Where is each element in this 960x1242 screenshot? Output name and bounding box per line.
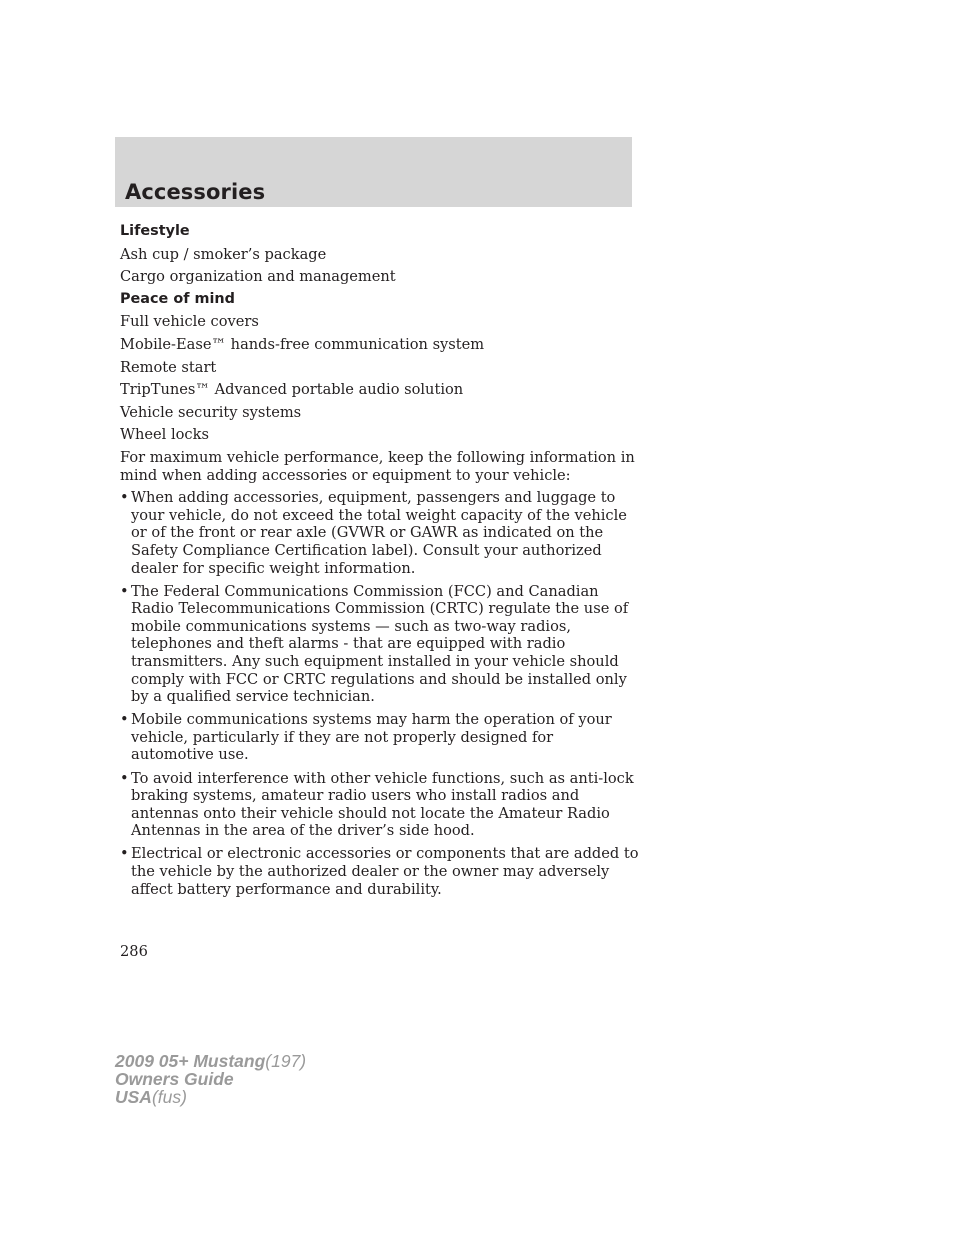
bullet-icon: • [120,489,129,507]
footer-market: USA [115,1086,152,1107]
bullet-icon: • [120,769,129,787]
bullet-icon: • [120,711,129,729]
footer-model: 2009 05+ Mustang [115,1051,266,1071]
bullet-text: Electrical or electronic accessories or components that are added to the vehicle by the authorized dealer or the owner may adversely affect battery performance and durability. [131,845,639,898]
list-item: Cargo organization and management [120,268,396,286]
bullet-item [120,711,640,764]
footer-line-market [115,1086,306,1107]
bullet-item [120,583,640,706]
section-title: Accessories [125,180,266,204]
footer-guide: Owners Guide [115,1068,234,1089]
footer-model-code: (197) [265,1051,307,1071]
list-item: TripTunes™ Advanced portable audio solution [120,381,464,399]
bullet-item [120,770,640,840]
list-item: Mobile-Ease™ hands-free communication system [120,335,485,353]
list-item: Full vehicle covers [120,313,259,331]
list-item: Remote start [120,358,217,376]
document-footer [115,1053,306,1106]
list-item: Wheel locks [120,426,209,444]
bullet-icon: • [120,845,129,863]
bullet-text: When adding accessories, equipment, passengers and luggage to your vehicle, do not exceed the total weight capacity of the vehicle or of the front or rear axle (GVWR or GAWR as indicated on the Safety Compliance Certification label). Consult your authorized dealer for specific weight information. [131,489,627,577]
bullet-icon: • [120,582,129,600]
bullet-text: To avoid interference with other vehicle functions, such as anti-lock braking systems, amateur radio users who install radios and antennas onto their vehicle should not locate the Amateur Radio Antennas in the area of the driver’s side hood. [131,769,634,840]
bullet-list [120,489,640,898]
subheading-lifestyle: Lifestyle [120,223,190,239]
list-item: Ash cup / smoker’s package [120,245,327,263]
list-item: Vehicle security systems [120,403,302,421]
bullet-text: Mobile communications systems may harm the operation of your vehicle, particularly if they are not properly designed for automotive use. [131,711,612,764]
page-number: 286 [120,943,148,960]
bullet-text: The Federal Communications Commission (FCC) and Canadian Radio Telecommunications Commission (CRTC) regulate the use of mobile communications systems — such as two-way radios, telephones and theft alarms - that are equipped with radio transmitters. Any such equipment installed in your vehicle should comply with FCC or CRTC regulations and should be installed only by a qualified service technician. [131,582,629,706]
footer-market-code: (fus) [151,1086,187,1107]
section-header-band [115,137,632,207]
bullet-item [120,489,640,577]
subheading-peace-of-mind: Peace of mind [120,290,235,307]
intro-paragraph: For maximum vehicle performance, keep the following information in mind when adding accessories or equipment to your vehicle: [120,448,635,484]
bullet-item [120,845,640,898]
page-content [120,220,640,904]
